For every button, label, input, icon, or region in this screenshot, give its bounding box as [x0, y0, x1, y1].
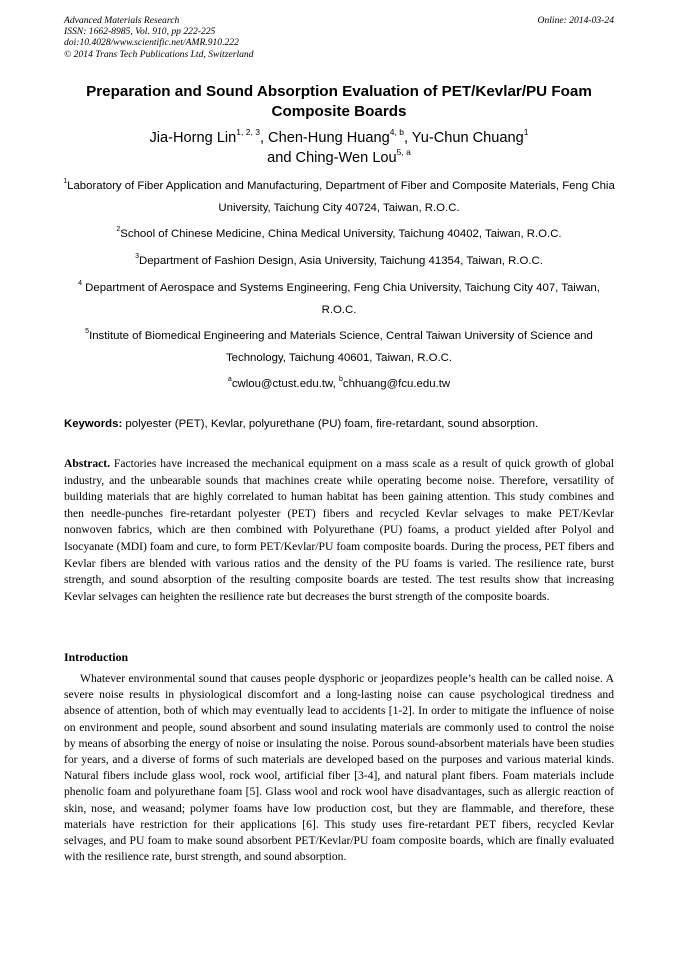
email-address: chhuang@fcu.edu.tw: [342, 378, 451, 390]
affiliation-superscript: 2: [116, 226, 121, 234]
affiliation-text: Institute of Biomedical Engineering and Materials Science, Central Taiwan University of Science and Technology, Taichung 40601, Taiwan, R.O.C.: [89, 330, 593, 364]
author-name: and Ching-Wen Lou: [267, 150, 397, 166]
affiliation: [62, 278, 616, 321]
doi-line: doi:10.4028/www.scientific.net/AMR.910.222: [64, 37, 239, 49]
copyright-line: © 2014 Trans Tech Publications Ltd, Switzerland: [64, 48, 254, 60]
author-superscript: 1, 2, 3: [236, 127, 260, 138]
affiliation-superscript: 3: [135, 253, 139, 261]
affiliation-text: Department of Fashion Design, Asia University, Taichung 41354, Taiwan, R.O.C.: [138, 255, 543, 267]
affiliation-text: School of Chinese Medicine, China Medical University, Taichung 40402, Taiwan, R.O.C.: [120, 228, 562, 240]
author-separator: ,: [403, 130, 412, 146]
affiliation: [62, 251, 616, 273]
page-header: [64, 15, 614, 60]
author-superscript: 5, a: [396, 147, 411, 158]
section-heading: Introduction: [64, 650, 129, 664]
affiliation-text: Department of Aerospace and Systems Engineering, Feng Chia University, Taichung City 407, Taiwan, R.O.C.: [81, 282, 600, 316]
email-address: cwlou@ctust.edu.tw,: [231, 378, 339, 390]
affiliation-superscript: 4: [78, 280, 82, 288]
author-separator: ,: [259, 130, 269, 146]
affiliation-text: Laboratory of Fiber Application and Manufacturing, Department of Fiber and Composite Materials, Feng Chia University, Taichung City 40724, Taiwan, R.O.C.: [67, 180, 615, 214]
keywords: [64, 416, 618, 432]
issn-line: ISSN: 1662-8985, Vol. 910, pp 222-225: [64, 26, 216, 38]
author-list: [50, 128, 628, 168]
affiliation: [62, 224, 616, 246]
author-name: Yu-Chun Chuang: [411, 130, 524, 146]
author-superscript: 1: [523, 127, 529, 138]
online-date: Online: 2014-03-24: [537, 15, 614, 26]
author-superscript: 4, b: [389, 127, 404, 138]
abstract-label: Abstract.: [64, 457, 111, 470]
abstract-text: Factories have increased the mechanical equipment on a mass scale as a result of quick growth of global industry, and the unbearable sounds that machines create while operating become noise. Therefore, versatility of building materials that are highly correlated to human habitat has been gaining attention. This study combines and then needle-punches fire-retardant polyester (PET) fibers and recycled Kevlar selvages to make PET/Kevlar nonwoven fabrics, which are then combined with Polyurethane (PU) foams, a product yielded after Polyol and Isocyanate (MDI) foam and cure, to form PET/Kevlar/PU foam composite boards. During the process, PET fibers and Kevlar fibers are blended with various ratios and the density of the PU foams is varied. The resilience rate, burst strength, and sound absorption of the resulting composite boards are tested. The test results show that increasing Kevlar selvages can heighten the resilience rate but decreases the burst strength of the composite boards.: [64, 457, 614, 603]
affiliation: [62, 176, 616, 219]
email-superscript: a: [227, 376, 232, 384]
affiliation-superscript: 1: [63, 178, 68, 186]
keywords-label: Keywords:: [64, 418, 123, 430]
affiliation-superscript: 5: [85, 328, 90, 336]
paper-title: Preparation and Sound Absorption Evaluation of PET/Kevlar/PU Foam Composite Boards: [86, 83, 592, 120]
introduction-paragraph: Whatever environmental sound that causes people dysphoric or jeopardizes people’s health can be called noise. A severe noise results in physiological discomfort and a long-lasting noise can cause psychological tiredness and absence of attention, both of which may eventually lead to accidents [1-2]. In order to mitigate the influence of noise on environment and people, sound absorbent and sound insulating materials are commonly used to control the noise by means of absorbing the energy of noise or insulating the noise. Porous sound-absorbent materials have been studies for years, and a diverse of forms of such materials are developed based on the purposes and various material kinds. Natural fibers include glass wool, rock wool, artificial fiber [3-4], and natural plant fibers. Foam materials include phenolic foam and polyurethane foam [5]. Glass wool and rock wool have disadvantages, such as allergic reaction of skin, nose, and weasand; polymer foams have low production cost, but they are flammable, and therefore, these materials have restriction for their applications [6]. This study uses fire-retardant PET fibers, recycled Kevlar selvages, and PU foam to make sound absorbent PET/Kevlar/PU foam composite boards, which are finally evaluated with the resilience rate, burst strength, and sound absorption.: [64, 672, 614, 864]
author-name: Jia-Horng Lin: [149, 130, 237, 146]
keywords-text: polyester (PET), Kevlar, polyurethane (PU) foam, fire-retardant, sound absorption.: [122, 418, 539, 430]
journal-name: Advanced Materials Research: [64, 15, 180, 26]
author-name: Chen-Hung Huang: [268, 130, 390, 146]
abstract: [64, 456, 614, 605]
affiliation: [62, 326, 616, 369]
email-line: [62, 374, 616, 396]
email-superscript: b: [338, 376, 343, 384]
